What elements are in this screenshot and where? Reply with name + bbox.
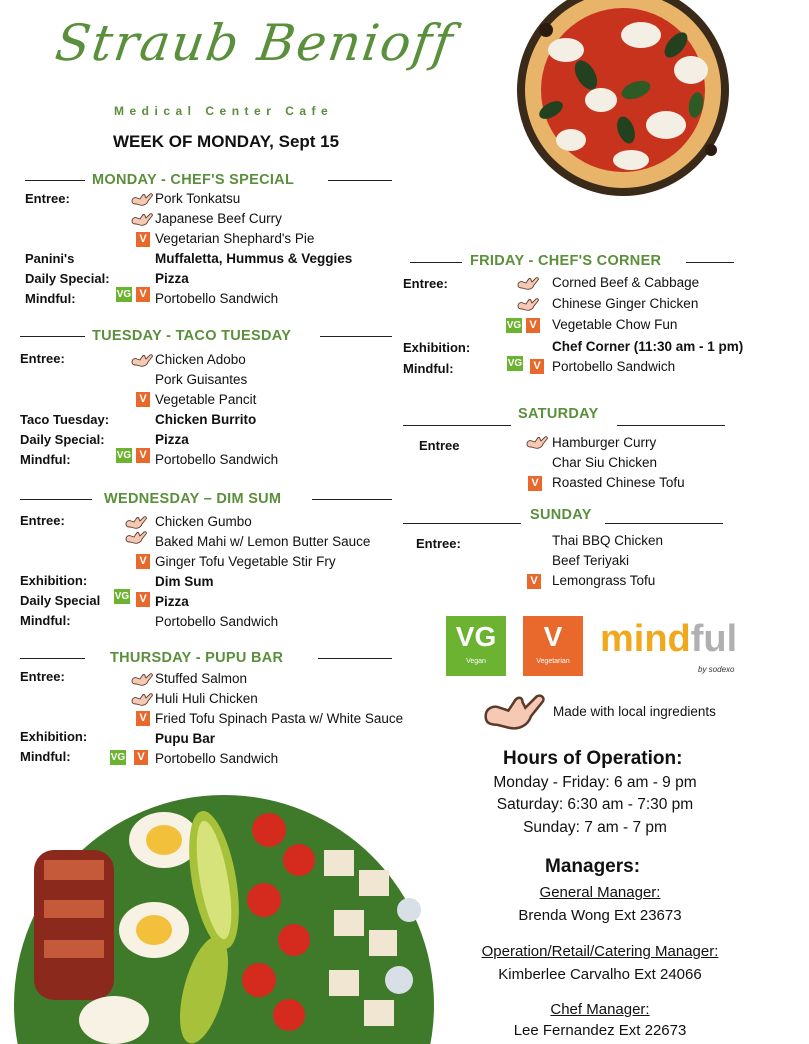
vegetarian-badge: V: [528, 476, 542, 491]
vegetarian-legend-letter: V: [543, 621, 563, 652]
friday-mindful: Portobello Sandwich: [552, 359, 676, 374]
manager-role-2: Operation/Retail/Catering Manager:: [481, 943, 719, 960]
vegan-legend-text: Vegan: [466, 658, 486, 665]
saturday-entree-1: Hamburger Curry: [552, 435, 657, 450]
vegetarian-badge: V: [136, 448, 150, 463]
sunday-section-title: SUNDAY: [530, 507, 592, 523]
tuesday-entree-label: Entree:: [20, 351, 65, 366]
vegan-legend-badge: [446, 616, 506, 676]
monday-entree-label: Entree:: [25, 191, 70, 206]
sunday-entree-2: Beef Teriyaki: [552, 553, 630, 568]
friday-entree-2: Chinese Ginger Chicken: [552, 296, 699, 311]
local-ingredients-legend: Made with local ingredients: [553, 704, 716, 719]
vegan-badge: VG: [110, 752, 126, 763]
vegetarian-legend-text: Vegetarian: [536, 658, 570, 665]
wednesday-exhibition-label: Exhibition:: [20, 573, 88, 588]
sodexo-text: by sodexo: [698, 665, 735, 674]
friday-section-title: FRIDAY - CHEF'S CORNER: [470, 253, 662, 269]
shaka-hand-icon: [130, 672, 154, 687]
manager-name-1: Brenda Wong Ext 23673: [518, 907, 682, 924]
manager-name-2: Kimberlee Carvalho Ext 24066: [498, 966, 702, 983]
vegan-badge: VG: [116, 450, 132, 461]
wednesday-daily-label: Daily Special: [20, 593, 101, 608]
vegetarian-badge: V: [530, 359, 544, 374]
monday-section-title: MONDAY - CHEF'S SPECIAL: [92, 172, 295, 188]
salad-image: [14, 790, 434, 1044]
wednesday-entree-3: Ginger Tofu Vegetable Stir Fry: [155, 554, 336, 569]
wednesday-entree-2: Baked Mahi w/ Lemon Butter Sauce: [155, 534, 371, 549]
manager-role-1: General Manager:: [539, 884, 661, 901]
monday-entree-2: Japanese Beef Curry: [155, 211, 282, 226]
saturday-entree-label: Entree: [419, 438, 460, 453]
sunday-entree-3: Lemongrass Tofu: [552, 573, 656, 588]
manager-role-3: Chef Manager:: [550, 1001, 650, 1018]
thursday-section-title: THURSDAY - PUPU BAR: [110, 650, 284, 666]
thursday-exhibition: Pupu Bar: [155, 731, 216, 746]
tuesday-entree-1: Chicken Adobo: [155, 352, 246, 367]
friday-entree-label: Entree:: [403, 276, 448, 291]
monday-daily: Pizza: [155, 271, 189, 286]
sunday-entree-1: Thai BBQ Chicken: [552, 533, 664, 548]
mindful-logo-part2: ful: [690, 618, 738, 660]
hours-title: Hours of Operation:: [503, 748, 683, 769]
vegetarian-badge: V: [136, 592, 150, 607]
vegan-badge: VG: [507, 358, 523, 369]
thursday-entree-3: Fried Tofu Spinach Pasta w/ White Sauce: [155, 711, 404, 726]
tuesday-section-title: TUESDAY - TACO TUESDAY: [92, 328, 292, 344]
shaka-hand-icon: [516, 297, 540, 312]
tuesday-taco: Chicken Burrito: [155, 412, 257, 427]
wednesday-mindful: Portobello Sandwich: [155, 614, 279, 629]
tuesday-entree-2: Pork Guisantes: [155, 372, 248, 387]
shaka-hand-icon: [130, 692, 154, 707]
mindful-logo: [600, 618, 737, 661]
vegetarian-badge: V: [136, 232, 150, 247]
shaka-hand-icon: [130, 353, 154, 368]
shaka-hand-icon: [124, 530, 148, 545]
saturday-section-title: SATURDAY: [518, 406, 599, 422]
wednesday-daily: Pizza: [155, 594, 189, 609]
monday-entree-3: Vegetarian Shephard's Pie: [155, 231, 315, 246]
sunday-entree-label: Entree:: [416, 536, 461, 551]
wednesday-section-title: WEDNESDAY – DIM SUM: [104, 491, 282, 507]
vegetarian-badge: V: [136, 287, 150, 302]
vegan-badge: VG: [506, 320, 522, 331]
managers-title: Managers:: [545, 856, 641, 877]
vegan-badge: VG: [116, 289, 132, 300]
monday-panini: Muffaletta, Hummus & Veggies: [155, 251, 353, 266]
monday-entree-1: Pork Tonkatsu: [155, 191, 241, 206]
vegetarian-badge: V: [136, 392, 150, 407]
wednesday-entree-label: Entree:: [20, 513, 65, 528]
vegan-legend-letter: VG: [455, 621, 497, 652]
wednesday-mindful-label: Mindful:: [20, 613, 71, 628]
mindful-logo-part1: mind: [600, 618, 691, 660]
wednesday-entree-1: Chicken Gumbo: [155, 514, 252, 529]
wednesday-exhibition: Dim Sum: [155, 574, 214, 589]
thursday-exhibition-label: Exhibition:: [20, 729, 88, 744]
monday-mindful-label: Mindful:: [25, 291, 76, 306]
pizza-image: [436, 0, 809, 205]
thursday-mindful: Portobello Sandwich: [155, 751, 279, 766]
friday-exhibition: Chef Corner (11:30 am - 1 pm): [552, 339, 744, 354]
saturday-entree-3: Roasted Chinese Tofu: [552, 475, 685, 490]
shaka-hand-icon: [516, 276, 540, 291]
vegetarian-badge: V: [136, 554, 150, 569]
tuesday-mindful-label: Mindful:: [20, 452, 71, 467]
saturday-entree-2: Char Siu Chicken: [552, 455, 658, 470]
hours-line-3: Sunday: 7 am - 7 pm: [523, 819, 667, 836]
monday-mindful: Portobello Sandwich: [155, 291, 279, 306]
tuesday-mindful: Portobello Sandwich: [155, 452, 279, 467]
vegetarian-badge: V: [136, 711, 150, 726]
shaka-hand-icon: [124, 515, 148, 530]
thursday-mindful-label: Mindful:: [20, 749, 71, 764]
vegetarian-badge: V: [526, 318, 540, 333]
manager-name-3: Lee Fernandez Ext 22673: [513, 1022, 687, 1039]
vegetarian-legend-badge: [523, 616, 583, 676]
friday-entree-3: Vegetable Chow Fun: [552, 317, 678, 332]
hours-line-2: Saturday: 6:30 am - 7:30 pm: [496, 796, 694, 813]
tuesday-daily: Pizza: [155, 432, 189, 447]
friday-entree-1: Corned Beef & Cabbage: [552, 275, 700, 290]
friday-mindful-label: Mindful:: [403, 361, 454, 376]
cafe-logo-subtitle: Medical Center Cafe: [114, 104, 334, 118]
monday-panini-label: Panini's: [25, 251, 75, 266]
shaka-hand-icon: [130, 192, 154, 207]
tuesday-daily-label: Daily Special:: [20, 432, 105, 447]
monday-daily-label: Daily Special:: [25, 271, 110, 286]
cafe-logo-script: Straub Benioff: [51, 14, 458, 72]
vegetarian-badge: V: [134, 750, 148, 765]
shaka-hand-icon: [480, 690, 548, 734]
vegetarian-badge: V: [527, 574, 541, 589]
shaka-hand-icon: [130, 212, 154, 227]
thursday-entree-1: Stuffed Salmon: [155, 671, 248, 686]
hours-line-1: Monday - Friday: 6 am - 9 pm: [493, 774, 697, 791]
vegan-badge: VG: [114, 591, 130, 602]
thursday-entree-label: Entree:: [20, 669, 65, 684]
tuesday-entree-3: Vegetable Pancit: [155, 392, 257, 407]
tuesday-taco-label: Taco Tuesday:: [20, 412, 110, 427]
shaka-hand-icon: [525, 435, 549, 450]
friday-exhibition-label: Exhibition:: [403, 340, 471, 355]
week-of-heading: WEEK OF MONDAY, Sept 15: [113, 132, 340, 151]
thursday-entree-2: Huli Huli Chicken: [155, 691, 258, 706]
